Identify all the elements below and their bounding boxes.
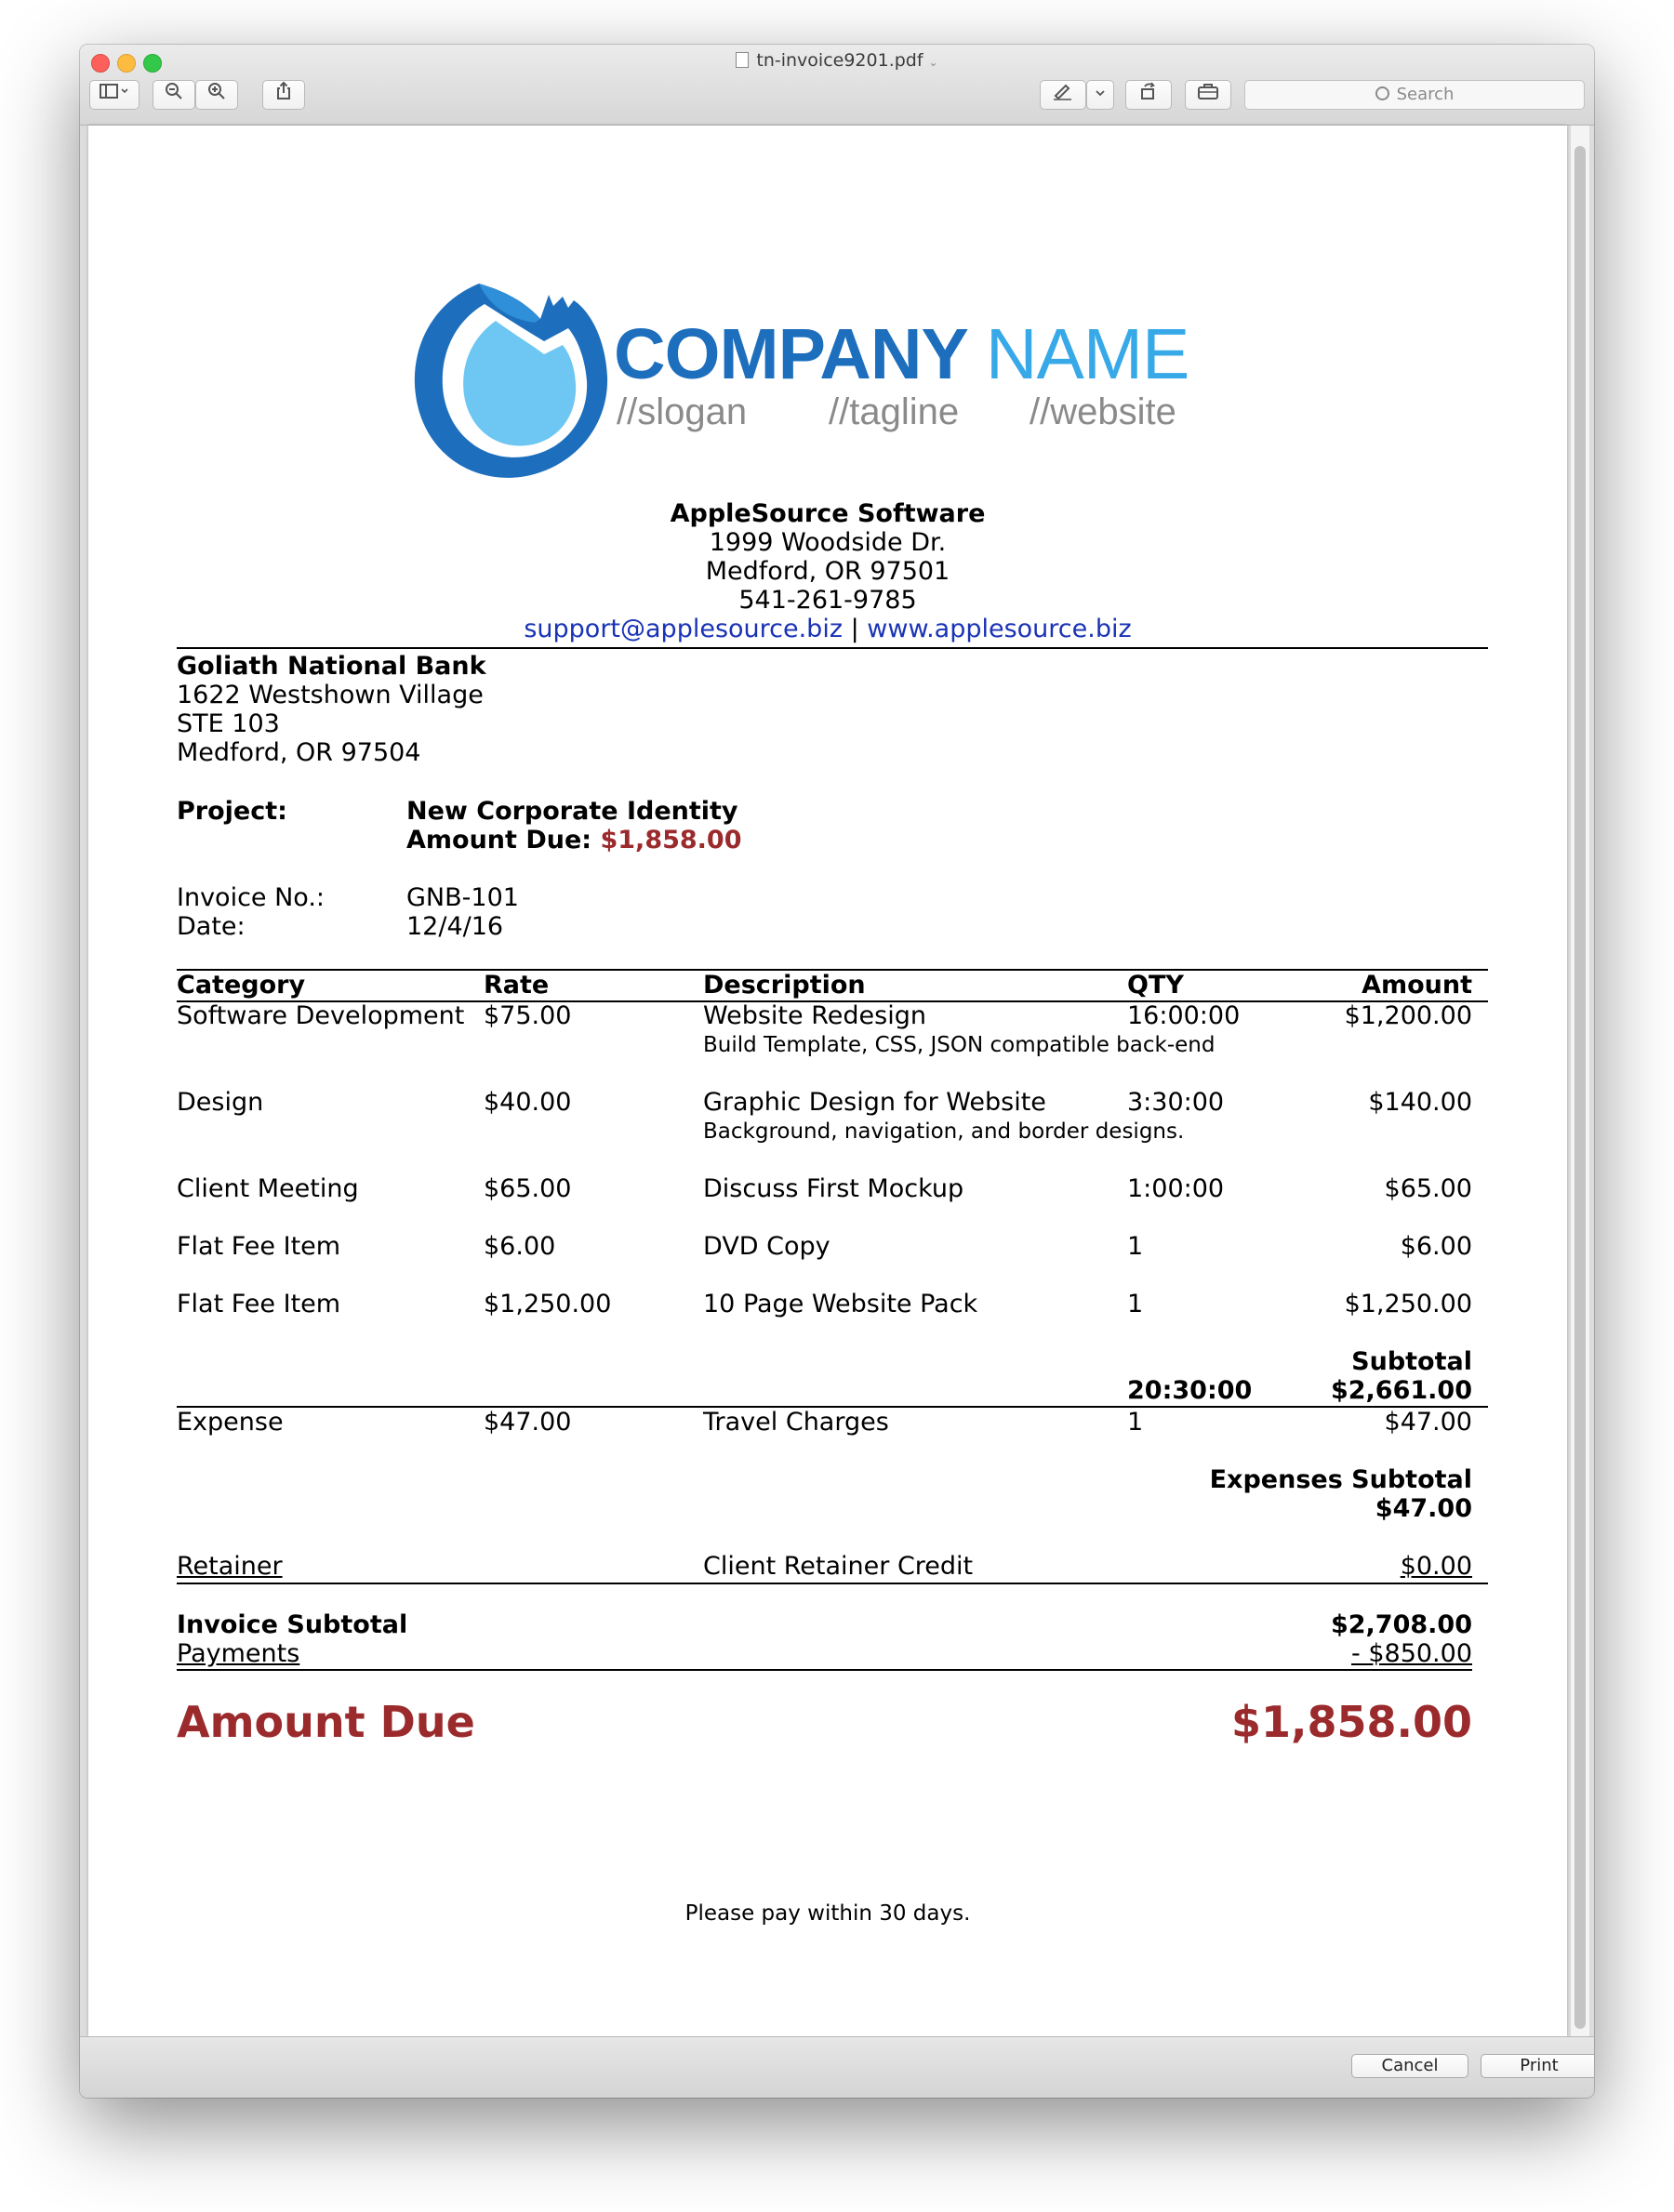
logo-name-part1: COMPANY <box>614 314 967 394</box>
payment-terms-note: Please pay within 30 days. <box>684 1901 971 1926</box>
payments-value: - $850.00 <box>1351 1639 1472 1668</box>
company-address-2: Medford, OR 97501 <box>705 557 950 586</box>
document-viewport[interactable] <box>80 126 1594 2036</box>
expenses-subtotal-label: Expenses Subtotal <box>1209 1465 1472 1494</box>
company-contact <box>88 615 1567 643</box>
table-row-amount: $1,200.00 <box>1344 1001 1472 1030</box>
table-row-category: Software Development <box>177 1001 465 1030</box>
table-row-category: Design <box>177 1088 264 1117</box>
col-header-rate: Rate <box>484 971 550 1000</box>
company-address-1: 1999 Woodside Dr. <box>709 528 947 557</box>
print-button[interactable]: Print <box>1481 2054 1594 2078</box>
logo-name-part2: NAME <box>985 314 1189 394</box>
contact-separator: | <box>850 615 859 643</box>
chevron-down-icon: ⌄ <box>928 56 938 69</box>
table-row-qty: 16:00:00 <box>1127 1001 1241 1030</box>
subtotal-label: Subtotal <box>1351 1347 1472 1376</box>
table-row-qty: 3:30:00 <box>1127 1088 1225 1117</box>
retainer-description: Client Retainer Credit <box>703 1552 974 1581</box>
company-logo-icon <box>395 265 637 497</box>
expense-qty: 1 <box>1127 1408 1144 1437</box>
search-field[interactable] <box>1244 80 1585 110</box>
zoom-out-button[interactable] <box>153 80 195 110</box>
zoom-in-icon <box>206 81 227 101</box>
table-row-description: Website Redesign <box>703 1001 926 1030</box>
table-row-description: Graphic Design for Website <box>703 1088 1046 1117</box>
sidebar-toggle-button[interactable] <box>89 80 140 110</box>
zoom-out-icon <box>164 81 184 101</box>
logo-tagline: //tagline <box>829 391 960 432</box>
table-row-category: Client Meeting <box>177 1174 359 1203</box>
pdf-document-icon <box>736 52 749 68</box>
header-divider <box>177 647 1488 649</box>
project-amount-due-value: $1,858.00 <box>600 826 742 854</box>
logo-website: //website <box>1030 391 1176 432</box>
project-name: New Corporate Identity <box>406 797 738 826</box>
col-header-category: Category <box>177 971 306 1000</box>
table-row-amount: $1,250.00 <box>1344 1290 1472 1318</box>
expense-rate: $47.00 <box>484 1408 572 1437</box>
search-icon <box>1375 86 1389 100</box>
table-row-rate: $75.00 <box>484 1001 572 1030</box>
col-header-amount: Amount <box>1362 971 1472 1000</box>
print-bar <box>80 2036 1594 2098</box>
table-row-rate: $1,250.00 <box>484 1290 612 1318</box>
subtotal-qty: 20:30:00 <box>1127 1376 1253 1405</box>
payments-rule <box>177 1669 1472 1671</box>
cancel-button[interactable]: Cancel <box>1351 2054 1468 2078</box>
table-row-description: Discuss First Mockup <box>703 1174 964 1203</box>
table-row-qty: 1:00:00 <box>1127 1174 1225 1203</box>
table-row-qty: 1 <box>1127 1232 1144 1261</box>
sidebar-icon <box>99 83 130 99</box>
zoom-in-button[interactable] <box>195 80 238 110</box>
amount-due-label: Amount Due <box>177 1697 475 1747</box>
chevron-down-icon <box>1094 86 1107 99</box>
invoice-subtotal-value: $2,708.00 <box>1330 1610 1472 1639</box>
expense-category: Expense <box>177 1408 284 1437</box>
markup-menu-button[interactable] <box>1086 80 1114 110</box>
invoice-number: GNB-101 <box>406 883 519 912</box>
client-address-1: 1622 Westshown Village <box>177 681 484 709</box>
payments-label: Payments <box>177 1639 300 1668</box>
rotate-button[interactable] <box>1125 80 1172 110</box>
pen-icon <box>1051 81 1075 101</box>
col-header-qty: QTY <box>1127 971 1184 1000</box>
share-button[interactable] <box>262 80 305 110</box>
company-email-link[interactable]: support@applesource.biz <box>524 615 843 643</box>
client-address-3: Medford, OR 97504 <box>177 738 421 767</box>
table-row-amount: $140.00 <box>1368 1088 1472 1117</box>
markup-button[interactable] <box>1040 80 1086 110</box>
table-row-description: 10 Page Website Pack <box>703 1290 978 1318</box>
retainer-rule <box>177 1583 1488 1584</box>
invoice-date: 12/4/16 <box>406 912 504 941</box>
share-icon <box>273 81 294 101</box>
pdf-page <box>88 126 1567 2036</box>
expenses-subtotal-value: $47.00 <box>1375 1494 1472 1523</box>
expense-amount: $47.00 <box>1384 1408 1472 1437</box>
toolbox-button[interactable] <box>1185 80 1231 110</box>
logo-slogan: //slogan <box>617 391 748 432</box>
invoice-subtotal-label: Invoice Subtotal <box>177 1610 408 1639</box>
preview-window <box>80 45 1594 2098</box>
table-row-description: DVD Copy <box>703 1232 830 1261</box>
retainer-amount: $0.00 <box>1400 1552 1472 1581</box>
scrollbar-thumb[interactable] <box>1574 146 1586 2029</box>
table-row-note: Background, navigation, and border designs. <box>703 1119 1185 1144</box>
project-amount-due <box>406 826 742 854</box>
window-title-text: tn-invoice9201.pdf <box>756 50 923 71</box>
subtotal-value: $2,661.00 <box>1330 1376 1472 1405</box>
table-row-category: Flat Fee Item <box>177 1232 341 1261</box>
table-row-qty: 1 <box>1127 1290 1144 1318</box>
company-phone: 541-261-9785 <box>738 586 917 615</box>
company-website-link[interactable]: www.applesource.biz <box>867 615 1132 643</box>
logo-company-name <box>614 313 1189 396</box>
company-name: AppleSource Software <box>670 499 986 528</box>
search-placeholder: Search <box>1396 85 1455 104</box>
project-label: Project: <box>177 797 287 826</box>
table-row-rate: $6.00 <box>484 1232 556 1261</box>
col-header-description: Description <box>703 971 866 1000</box>
table-row-note: Build Template, CSS, JSON compatible back-end <box>703 1033 1216 1057</box>
toolbox-icon <box>1196 81 1220 101</box>
table-row-amount: $65.00 <box>1384 1174 1472 1203</box>
invoice-date-label: Date: <box>177 912 246 941</box>
client-address-2: STE 103 <box>177 709 280 738</box>
window-title[interactable] <box>80 50 1594 71</box>
title-bar <box>80 45 1594 126</box>
table-row-category: Flat Fee Item <box>177 1290 341 1318</box>
table-row-rate: $65.00 <box>484 1174 572 1203</box>
invoice-number-label: Invoice No.: <box>177 883 326 912</box>
expense-description: Travel Charges <box>703 1408 889 1437</box>
rotate-icon <box>1137 81 1160 101</box>
retainer-category: Retainer <box>177 1552 283 1581</box>
project-amount-due-label: Amount Due: <box>406 826 592 854</box>
client-name: Goliath National Bank <box>177 652 486 681</box>
table-row-amount: $6.00 <box>1400 1232 1472 1261</box>
table-row-rate: $40.00 <box>484 1088 572 1117</box>
amount-due-value: $1,858.00 <box>1231 1697 1472 1747</box>
